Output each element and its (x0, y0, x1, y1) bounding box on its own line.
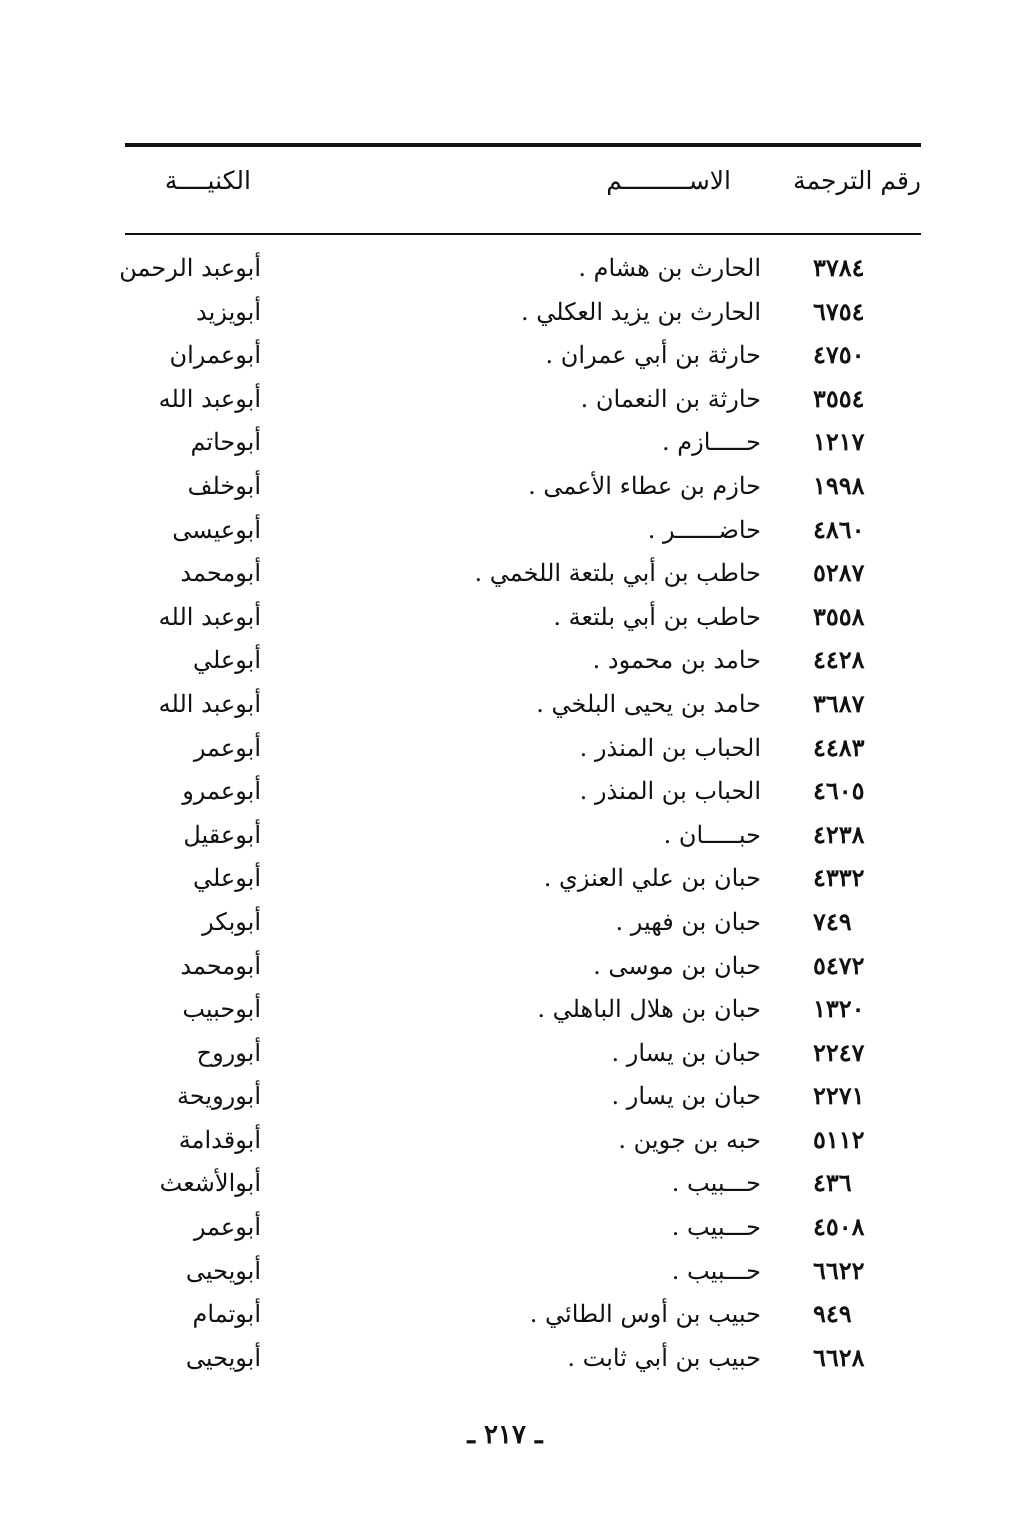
table-row (125, 1294, 921, 1338)
person-name: حازم بن عطاء الأعمى . (528, 471, 761, 500)
translation-number: ٥٤٧٢ (813, 950, 865, 980)
translation-number: ١٢١٧ (813, 427, 865, 457)
person-name: الحباب بن المنذر . (579, 777, 761, 806)
header-name: الاســـــــــم (606, 166, 731, 195)
person-name: حاطب بن أبي بلتعة . (553, 602, 761, 631)
person-kunya: أبورويحة (177, 1082, 261, 1111)
person-kunya: أبوخلف (187, 471, 261, 500)
table-row (125, 728, 921, 772)
person-kunya: أبوعيسى (172, 515, 261, 544)
person-kunya: أبوعمر (193, 733, 261, 762)
table-row (125, 946, 921, 990)
header-translation-number: رقم الترجمة (793, 166, 921, 195)
person-name: حبان بن فهير . (615, 907, 761, 936)
translation-number: ٦٦٢٨ (813, 1342, 865, 1372)
names-table (119, 248, 921, 1381)
translation-number: ٣٥٥٨ (813, 601, 865, 631)
person-kunya: أبوحاتم (190, 428, 261, 457)
table-row (125, 989, 921, 1033)
person-kunya: أبويحيى (185, 1343, 261, 1372)
person-name: حبه بن جوين . (618, 1125, 761, 1154)
translation-number: ٣٧٨٤ (813, 253, 865, 282)
table-row (125, 335, 921, 379)
person-kunya: أبوعمرو (182, 777, 261, 806)
table-row (125, 815, 921, 859)
person-name: حاطب بن أبي بلتعة اللخمي . (474, 559, 761, 588)
person-name: حارثة بن النعمان . (580, 384, 761, 413)
person-name: حـــبيب . (671, 1169, 761, 1198)
translation-number: ٤٤٢٨ (813, 645, 865, 675)
page-number: ـ ٢١٧ ـ (467, 1420, 543, 1450)
table-row (125, 640, 921, 684)
table-row (125, 1207, 921, 1251)
translation-number: ٤٧٥٠ (813, 340, 865, 370)
translation-number: ١٩٩٨ (813, 470, 865, 500)
person-kunya: أبوتمام (192, 1300, 261, 1329)
person-name: حبيب بن أوس الطائي . (529, 1300, 761, 1329)
translation-number: ٦٦٢٢ (813, 1255, 865, 1285)
person-kunya: أبويزيد (196, 297, 261, 326)
table-row (125, 1033, 921, 1077)
person-name: حاضــــــر . (647, 515, 761, 544)
person-name: حـــبيب . (671, 1213, 761, 1242)
top-rule (125, 143, 921, 147)
table-row (125, 858, 921, 902)
person-kunya: أبويحيى (185, 1256, 261, 1285)
person-name: حبان بن موسى . (593, 951, 761, 980)
person-kunya: أبوبكر (202, 907, 261, 936)
table-row (125, 553, 921, 597)
person-name: الحارث بن هشام . (578, 254, 761, 282)
person-kunya: أبوعمر (193, 1213, 261, 1242)
person-kunya: أبوعمران (169, 341, 261, 370)
translation-number: ٢٢٤٧ (813, 1037, 865, 1067)
header-rule (125, 233, 921, 235)
person-name: حارثة بن أبي عمران . (545, 341, 761, 370)
person-name: الحارث بن يزيد العكلي . (520, 297, 761, 326)
table-row (125, 1163, 921, 1207)
person-name: حـــبيب . (671, 1256, 761, 1285)
person-kunya: أبوعبد الرحمن (119, 254, 261, 282)
translation-number: ٤٣٦ (813, 1168, 852, 1198)
table-row (125, 902, 921, 946)
person-name: حامد بن محمود . (592, 646, 761, 675)
translation-number: ٤٤٨٣ (813, 732, 865, 762)
person-name: حبيب بن أبي ثابت . (567, 1343, 761, 1372)
translation-number: ٣٦٨٧ (813, 688, 865, 718)
person-name: حبان بن يسار . (611, 1082, 761, 1111)
table-row (125, 379, 921, 423)
person-name: الحباب بن المنذر . (579, 733, 761, 762)
table-row (125, 1120, 921, 1164)
table-row (125, 466, 921, 510)
table-header (125, 160, 921, 220)
table-row (125, 1251, 921, 1295)
translation-number: ٤٥٠٨ (813, 1212, 865, 1242)
table-row (125, 771, 921, 815)
table-row (125, 1338, 921, 1382)
person-kunya: أبوعلي (192, 646, 261, 675)
person-kunya: أبوعبد الله (158, 689, 261, 718)
person-name: حـــــازم . (661, 428, 761, 457)
translation-number: ٤٣٣٢ (813, 863, 865, 893)
person-name: حبان بن علي العنزي . (543, 864, 761, 893)
table-row (125, 597, 921, 641)
person-name: حبـــــان . (663, 820, 761, 849)
translation-number: ٩٤٩ (813, 1299, 852, 1329)
person-kunya: أبوروح (196, 1038, 261, 1067)
person-kunya: أبومحمد (180, 559, 261, 588)
translation-number: ٤٢٣٨ (813, 819, 865, 849)
translation-number: ٢٢٧١ (813, 1081, 865, 1111)
person-kunya: أبوعبد الله (158, 384, 261, 413)
translation-number: ٣٥٥٤ (813, 383, 865, 413)
person-kunya: أبوعقيل (183, 820, 261, 849)
person-name: حامد بن يحيى البلخي . (536, 689, 761, 718)
translation-number: ٥١١٢ (813, 1124, 865, 1154)
header-kunya: الكنيــــة (164, 166, 251, 195)
translation-number: ٤٦٠٥ (813, 776, 865, 806)
table-row (125, 684, 921, 728)
translation-number: ٦٧٥٤ (813, 296, 865, 326)
person-kunya: أبومحمد (180, 951, 261, 980)
person-name: حبان بن هلال الباهلي . (537, 995, 761, 1024)
person-kunya: أبوعلي (192, 864, 261, 893)
person-kunya: أبوحبيب (182, 995, 261, 1024)
person-kunya: أبوقدامة (178, 1125, 261, 1154)
table-row (125, 510, 921, 554)
person-kunya: أبوالأشعث (159, 1169, 261, 1198)
table-row (125, 1076, 921, 1120)
translation-number: ١٣٢٠ (813, 994, 865, 1024)
person-kunya: أبوعبد الله (158, 602, 261, 631)
translation-number: ٥٢٨٧ (813, 558, 865, 588)
table-row (119, 248, 921, 292)
translation-number: ٤٨٦٠ (813, 514, 865, 544)
table-row (125, 292, 921, 336)
translation-number: ٧٤٩ (813, 906, 852, 936)
person-name: حبان بن يسار . (611, 1038, 761, 1067)
table-row (125, 422, 921, 466)
